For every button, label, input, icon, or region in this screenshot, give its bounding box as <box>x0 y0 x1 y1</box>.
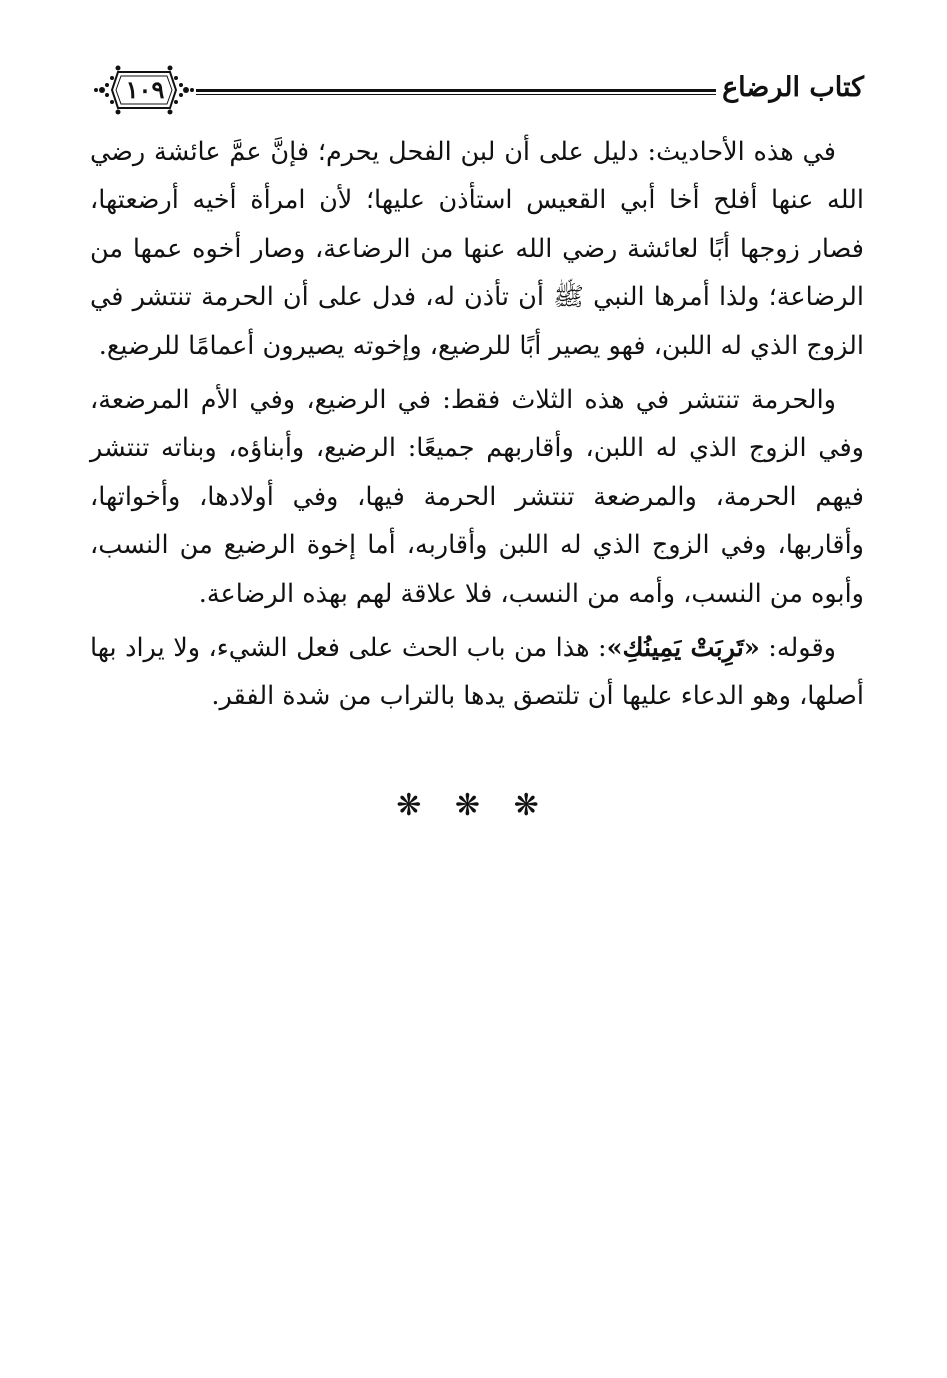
page-header <box>92 58 864 122</box>
section-separator: ❋ ❋ ❋ <box>396 788 551 823</box>
hadith-quote: «تَرِبَتْ يَمِينُكِ» <box>606 633 760 664</box>
paragraph-3-rest: : هذا من باب الحث على فعل الشيء، ولا يراد بها أصلها، وهو الدعاء عليها أن تلتصق يدها بالتراب من شدة الفقر. <box>90 633 864 712</box>
page-body <box>90 128 864 721</box>
paragraph-1: في هذه الأحاديث: دليل على أن لبن الفحل يحرم؛ فإنَّ عمَّ عائشة رضي الله عنها أفلح أخا أبي القعيس استأذن عليها؛ لأن امرأة أخيه أرضعتها، فصار زوجها أبًا لعائشة رضي الله عنها من الرضاعة، وصار أخوه عمها من الرضاعة؛ ولذا أمرها النبي ﷺ أن تأذن له، فدل على أن الحرمة تنتشر في الزوج الذي له اللبن، فهو يصير أبًا للرضيع، وإخوته يصيرون أعمامًا للرضيع. <box>90 137 864 361</box>
paragraph-2: والحرمة تنتشر في هذه الثلاث فقط: في الرضيع، وفي الأم المرضعة، وفي الزوج الذي له اللبن، وأقاربهم جميعًا: الرضيع، وأبناؤه، وبناته تنتشر فيهم الحرمة، والمرضعة تنتشر الحرمة فيها، وفي أولادها، وأخواتها، وأقاربها، وفي الزوج الذي له اللبن وأقاربه، أما إخوة الرضيع من النسب، وأبوه من النسب، وأمه من النسب، فلا علاقة لهم بهذه الرضاعة. <box>90 385 864 609</box>
page-number-ornament <box>92 58 196 122</box>
book-title: كتاب الرضاع <box>722 72 864 103</box>
header-rule <box>196 89 716 95</box>
page-number: ١٠٩ <box>125 75 165 104</box>
paragraph-3 <box>90 624 864 721</box>
paragraph-3-intro: وقوله: <box>759 633 836 664</box>
